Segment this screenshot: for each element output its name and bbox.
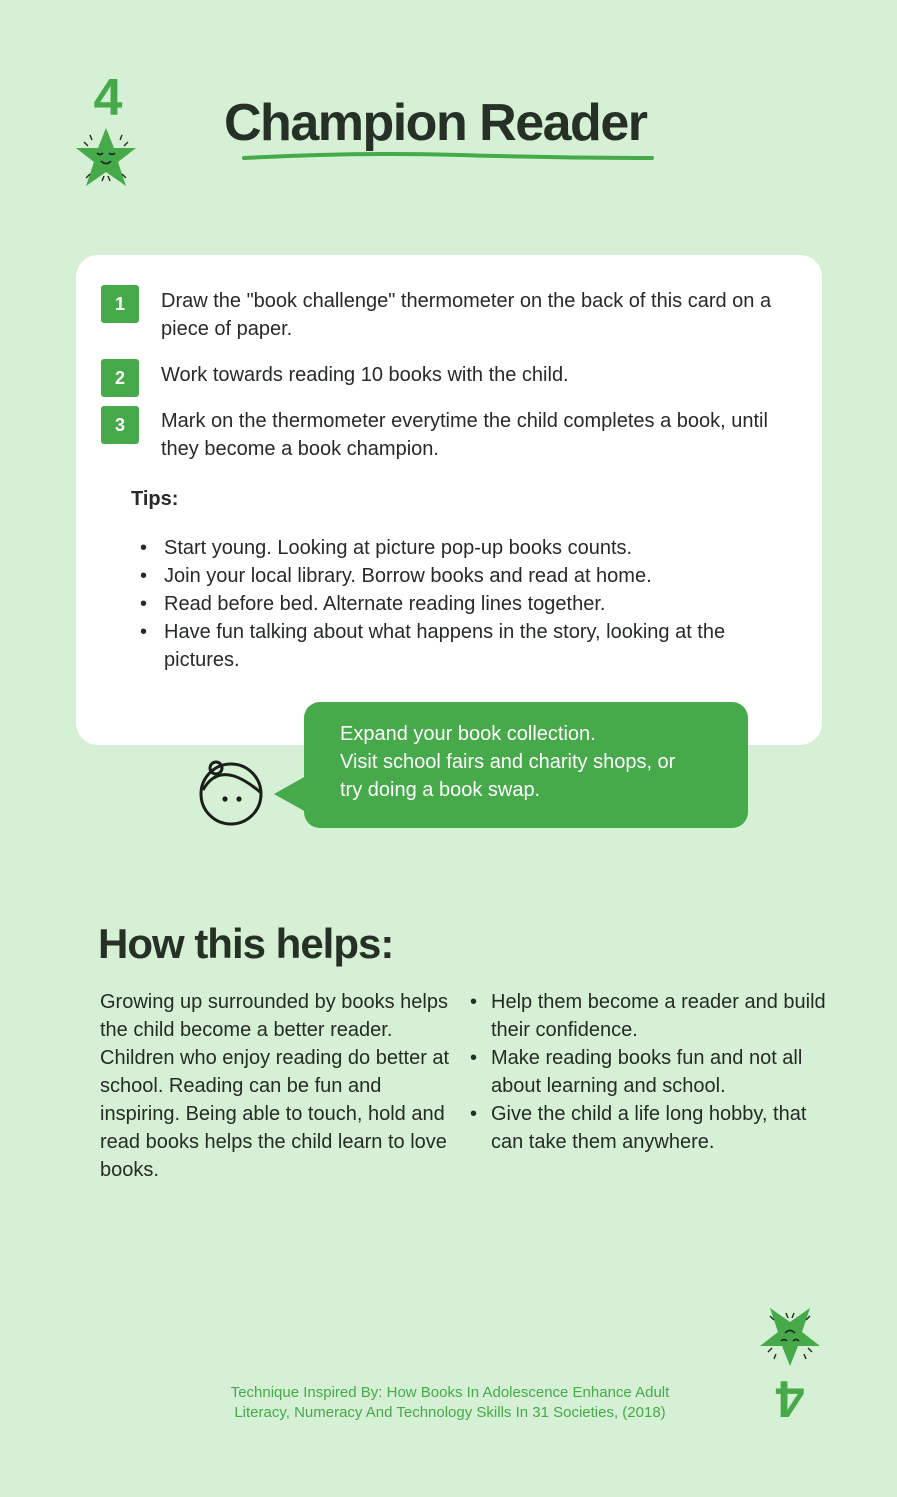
speech-bubble-line: try doing a book swap. <box>340 779 541 801</box>
tip-item: • Have fun talking about what happens in the story, looking at the pictures. <box>138 618 738 674</box>
benefit-item: • Make reading books fun and not all about learning and school. <box>466 1044 826 1100</box>
benefit-item: • Give the child a life long hobby, that can take them anywhere. <box>466 1100 826 1156</box>
page-title: Champion Reader <box>224 94 647 152</box>
card-number: 4 <box>93 69 123 127</box>
benefits-list <box>466 988 826 1156</box>
speech-bubble <box>304 702 748 828</box>
step-number-badge: 2 <box>101 359 139 397</box>
step-text: Draw the "book challenge" thermometer on the back of this card on a piece of paper. <box>161 290 772 340</box>
step-number-badge: 3 <box>101 406 139 444</box>
tip-item: • Start young. Looking at picture pop-up books counts. <box>138 534 738 562</box>
tips-label: Tips: <box>131 488 179 510</box>
step-text: Work towards reading 10 books with the child. <box>161 364 569 386</box>
speech-bubble-line: Expand your book collection. <box>340 723 596 745</box>
speech-bubble-line: Visit school fairs and charity shops, or <box>340 751 676 773</box>
card-number-inverted: 4 <box>775 1369 805 1427</box>
section-paragraph: Growing up surrounded by books helps the child become a better reader. Children who enjoy reading do better at school. Reading can be fun and inspiring. Being able to touch, hold and read books helps the child learn to love books. <box>100 991 450 1181</box>
star-face-icon <box>74 126 138 190</box>
star-face-icon <box>758 1304 822 1368</box>
title-underline <box>240 148 656 168</box>
citation-line: Technique Inspired By: How Books In Adolescence Enhance Adult <box>230 1384 670 1401</box>
tips-list <box>138 534 738 674</box>
citation <box>200 1383 700 1423</box>
child-face-icon <box>194 754 268 828</box>
tip-item: • Read before bed. Alternate reading lines together. <box>138 590 738 618</box>
benefit-item: • Help them become a reader and build their confidence. <box>466 988 826 1044</box>
section-heading: How this helps: <box>98 920 394 967</box>
citation-line: Literacy, Numeracy And Technology Skills In 31 Societies, (2018) <box>234 1404 666 1421</box>
step-number-badge: 1 <box>101 285 139 323</box>
tip-item: • Join your local library. Borrow books and read at home. <box>138 562 738 590</box>
step-text: Mark on the thermometer everytime the child completes a book, until they become a book champion. <box>161 410 768 460</box>
speech-bubble-tail <box>274 776 306 812</box>
